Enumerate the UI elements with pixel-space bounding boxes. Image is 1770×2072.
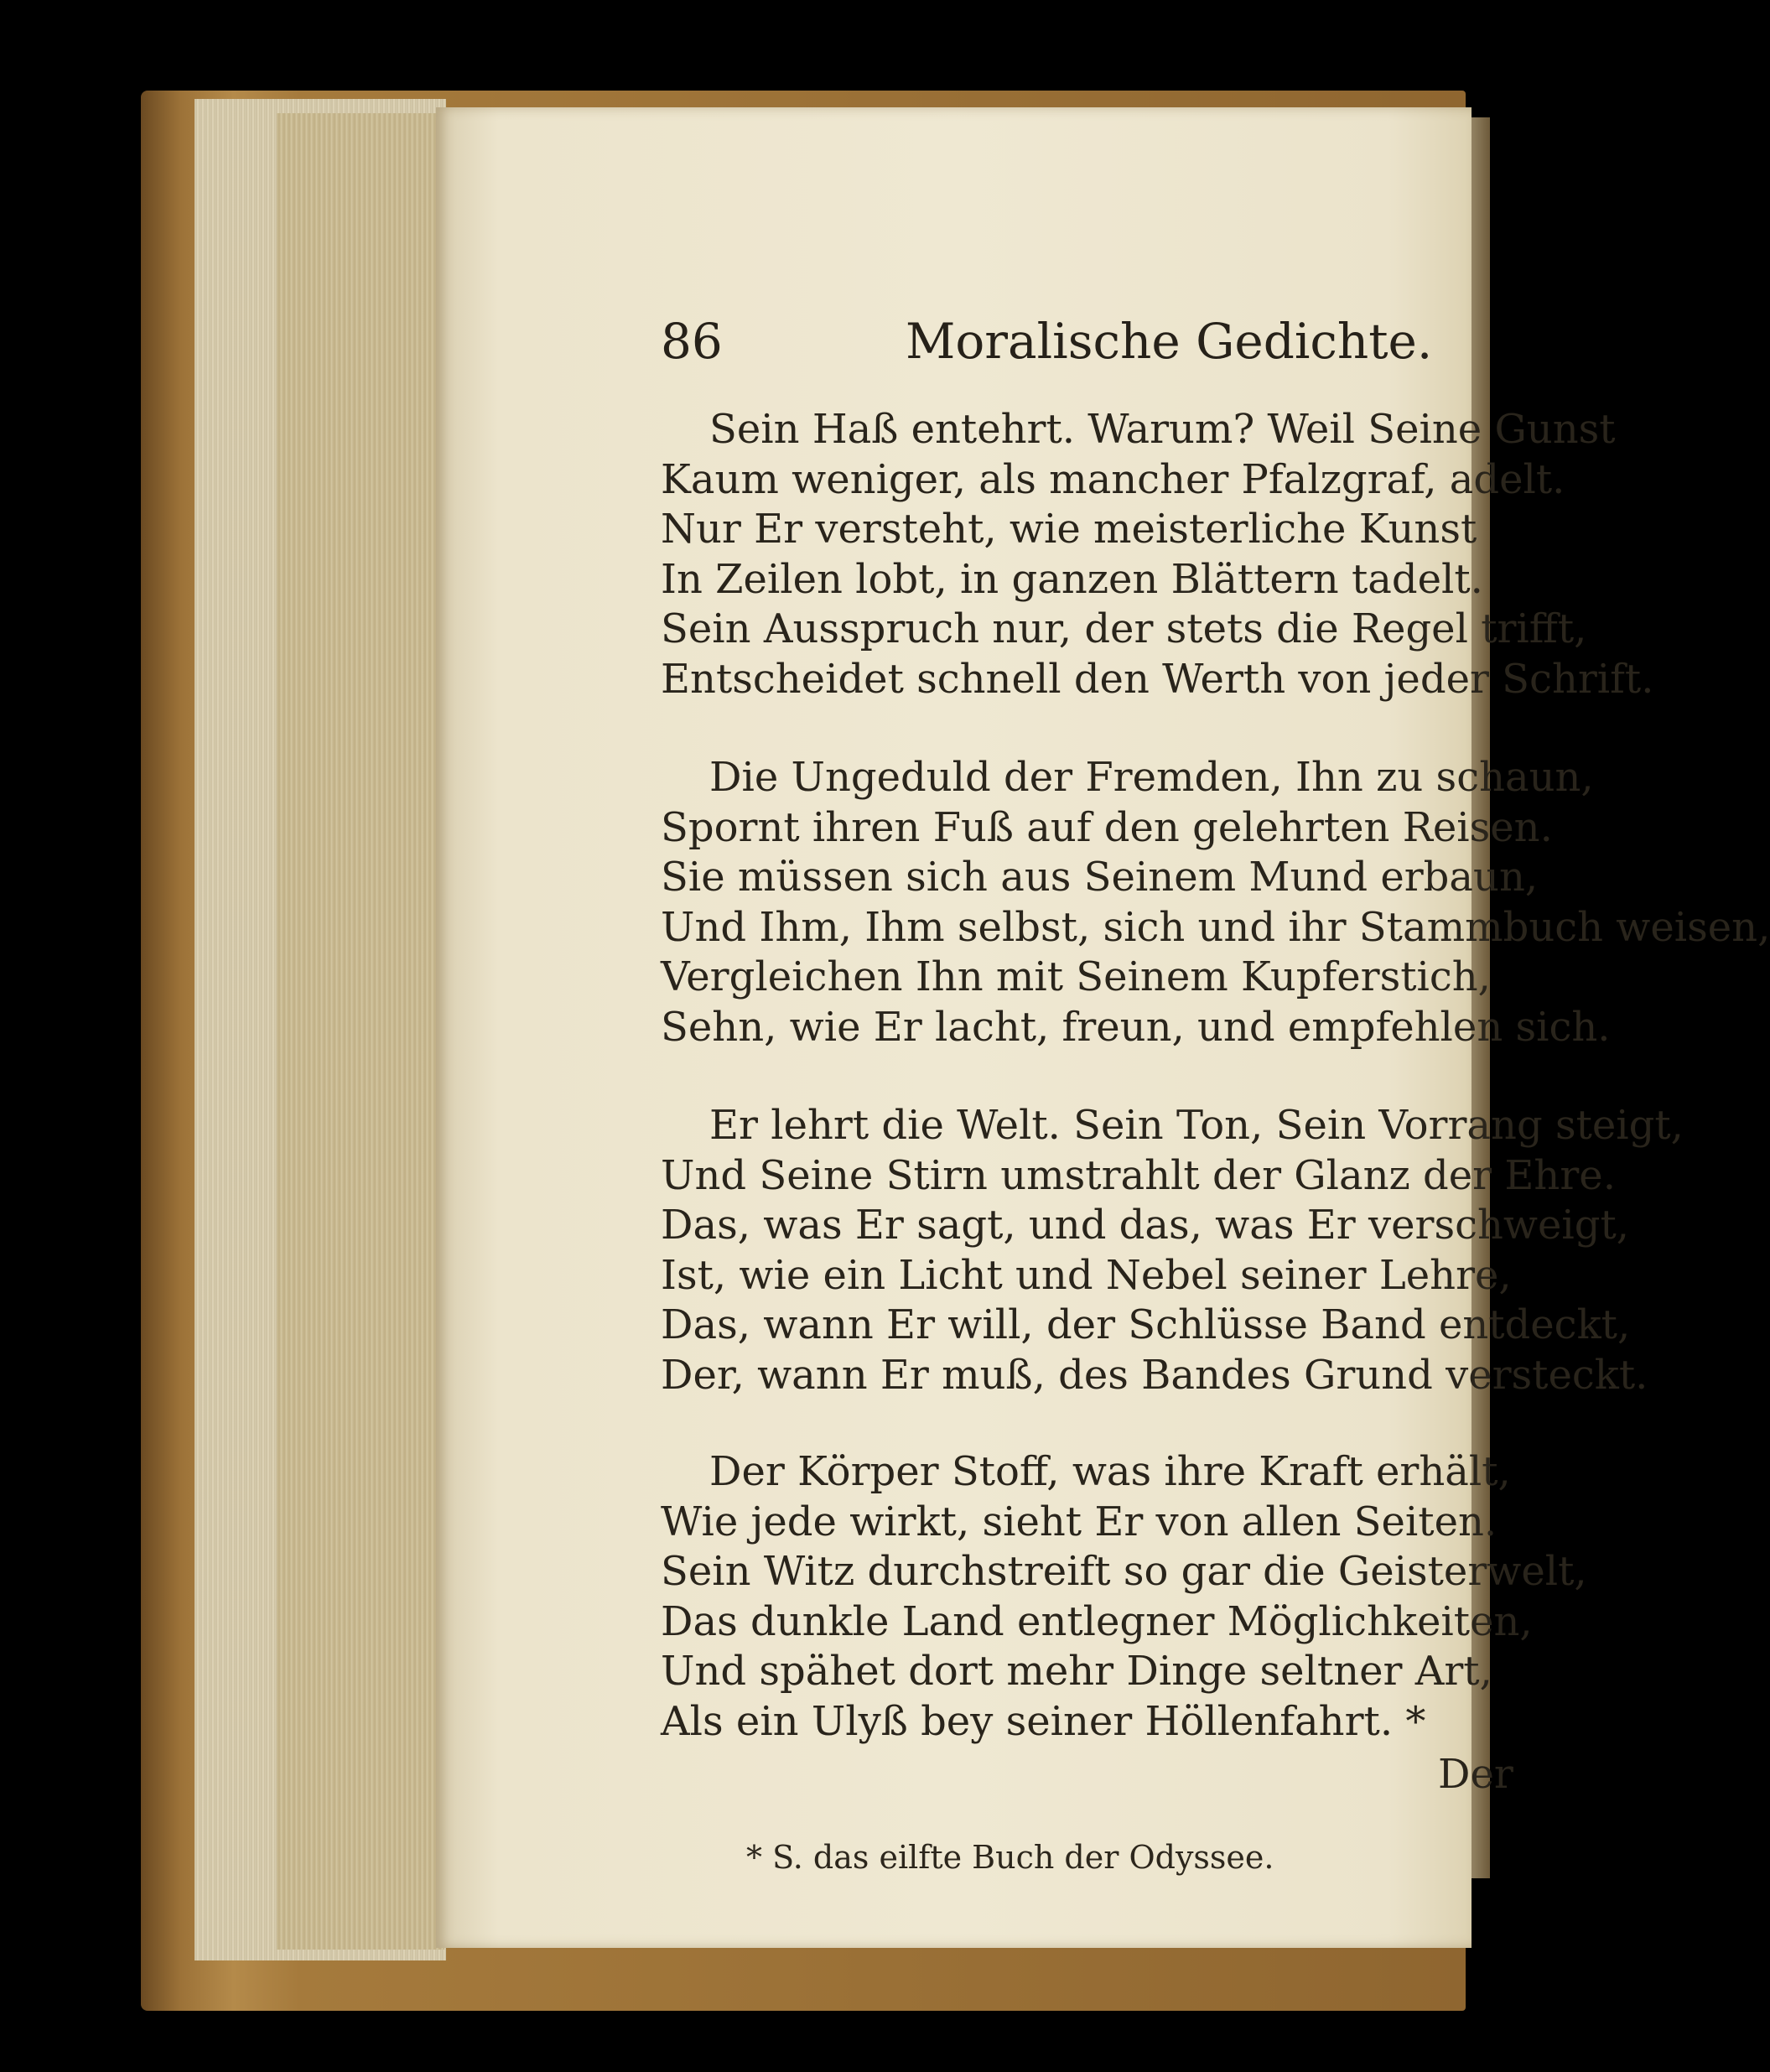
verse-line: Das, wann Er will, der Schlüsse Band entdeckt, [661,1301,1631,1348]
page-stack-edge [277,113,444,1950]
catchword: Der [1438,1751,1513,1798]
verse-line: Als ein Ulyß bey seiner Höllenfahrt. * [661,1697,1426,1745]
verse-line: Kaum weniger, als mancher Pfalzgraf, adelt. [661,455,1565,503]
footnote: * S. das eilfte Buch der Odyssee. [746,1839,1274,1876]
verse-line: Und Ihm, Ihm selbst, sich und ihr Stammbuch weisen, [661,903,1770,951]
running-title: Moralische Gedichte. [906,313,1433,370]
verse-line: Und Seine Stirn umstrahlt der Glanz der Ehre. [661,1151,1616,1199]
verse-line: Das, was Er sagt, und das, was Er verschweigt, [661,1202,1630,1249]
stanza-1 [661,405,1653,704]
verse-line: Wie jede wirkt, sieht Er von allen Seiten. [661,1498,1497,1545]
verse-line: Sie müssen sich aus Seinem Mund erbaun, [661,854,1539,901]
verse-line: Das dunkle Land entlegner Möglichkeiten, [661,1597,1533,1645]
book-page [436,107,1770,1948]
verse-line: Vergleichen Ihn mit Seinem Kupferstich, [661,953,1491,1000]
verse-line: Ist, wie ein Licht und Nebel seiner Lehre, [661,1251,1512,1299]
verse-line: Entscheidet schnell den Werth von jeder Schrift. [661,655,1654,703]
verse-line: Der Körper Stoff, was ihre Kraft erhält, [709,1448,1511,1495]
verse-line: Sein Witz durchstreift so gar die Geisterwelt, [661,1548,1587,1595]
verse-line: Sehn, wie Er lacht, freun, und empfehlen sich. [661,1003,1611,1051]
verse-line: Sein Haß entehrt. Warum? Weil Seine Gunst [709,406,1616,453]
verse-line: Die Ungeduld der Fremden, Ihn zu schaun, [709,754,1594,801]
verse-line: In Zeilen lobt, in ganzen Blättern tadelt. [661,555,1483,603]
page-number: 86 [661,313,723,370]
verse-line: Spornt ihren Fuß auf den gelehrten Reisen. [661,803,1553,851]
stanza-2 [661,753,1770,1052]
verse-line: Und spähet dort mehr Dinge seltner Art, [661,1648,1492,1695]
verse-line: Nur Er versteht, wie meisterliche Kunst [661,506,1477,553]
stanza-4 [661,1447,1587,1747]
verse-line: Sein Ausspruch nur, der stets die Regel trifft, [661,605,1587,652]
stanza-3 [661,1101,1684,1400]
verse-line: Der, wann Er muß, des Bandes Grund versteckt. [661,1351,1648,1399]
verse-line: Er lehrt die Welt. Sein Ton, Sein Vorrang steigt, [709,1102,1684,1149]
